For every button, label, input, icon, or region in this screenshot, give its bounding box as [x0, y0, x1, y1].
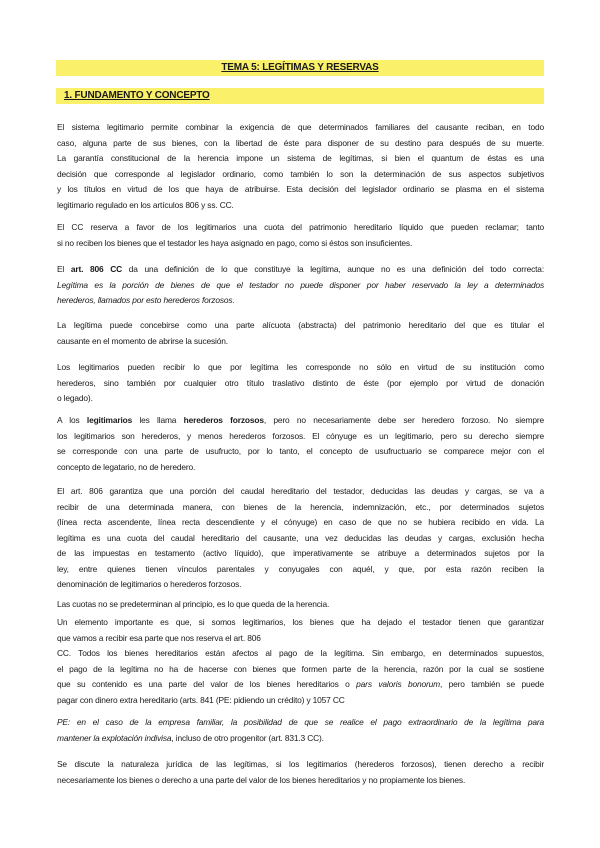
text-line: (línea recta ascendente, línea recta descendiente y el cónyuge) en caso de que no se hubiera recibido en vida. La: [57, 517, 544, 527]
section-highlight: [56, 88, 544, 104]
text-line: recibir de una determinada manera, con bienes de la herencia, indemnización, etc., por determinados sujetos: [57, 501, 544, 512]
text-line: caso, alguna parte de sus bienes, con la libertad de éste para disponer de su destino para después de su muerte.: [57, 137, 544, 148]
text-line: Las cuotas no se predeterminan al principio, es lo que queda de la herencia.: [57, 599, 330, 609]
text-line: denominación de legitimarios o herederos forzosos.: [57, 579, 242, 589]
text-line: los legitimarios son herederos, y menos herederos forzosos. El cónyuge es un legitimario, pero su derecho siempre: [57, 430, 544, 441]
text-line: pagar con dinero extra hereditario (arts. 841 (PE: pidiendo un crédito) y 1057 CC: [57, 694, 345, 705]
text-line: que su contenido es una parte del valor de los bienes hereditarios o pars valoris bonorum, pero también se puede: [57, 679, 544, 689]
text-line: La garantía constitucional de la herencia impone un sistema de legítimas, si bien el quantum de éstas es una: [57, 153, 544, 163]
text-line: El sistema legitimario permite combinar la exigencia de que determinados familiares del causante reciban, en todo: [57, 122, 544, 132]
text-line: legítima es una cuota del caudal hereditario del causante, una vez deducidas las deudas y cargas, exclusión hecha: [57, 532, 544, 543]
section-heading: 1. FUNDAMENTO Y CONCEPTO: [64, 90, 210, 101]
text-line: El art. 806 CC da una definición de lo que constituye la legítima, aunque no es una definición del todo correcta:: [57, 264, 544, 274]
paragraph-2: [57, 220, 544, 251]
text-line: legitimario regulado en los artículos 806 y ss. CC.: [57, 199, 234, 210]
paragraph-11: [57, 757, 544, 788]
paragraph-10: [57, 715, 544, 746]
text-line: causante en el momento de abrirse la sucesión.: [57, 335, 228, 346]
paragraph-3: [57, 262, 544, 309]
text-line: necesariamente los bienes o derecho a una parte del valor de los bienes hereditarios y no propiamente los bienes.: [57, 774, 466, 785]
text-line: CC. Todos los bienes hereditarios están afectos al pago de la legítima. Sin embargo, en determinados supuestos,: [57, 648, 544, 658]
paragraph-6: [57, 413, 544, 475]
text-line: de las impuestas en testamento (activo líquido), que imperativamente se atribuye a determinados sujetos por la: [57, 548, 544, 558]
definition-line: herederos, llamados por esto herederos forzosos.: [57, 295, 235, 305]
text-line: El art. 806 garantiza que una porción del caudal hereditario del testador, deducidas las deudas y cargas, se va a: [57, 486, 544, 496]
definition-line: Legítima es la porción de bienes de que el testador no puede disponer por haber reservado la ley a determinados: [57, 279, 544, 290]
text-line: La legítima puede concebirse como una parte alícuota (abstracta) del patrimonio hereditario del que es titular el: [57, 320, 544, 330]
text-line: El CC reserva a favor de los legitimarios una cuota del patrimonio hereditario líquido que pueden reclamar; tanto: [57, 222, 544, 232]
text-line: Se discute la naturaleza jurídica de las legítimas, si los legitimarios (herederos forzosos), tienen derecho a recibir: [57, 759, 544, 769]
text-line: y los títulos en virtud de los que haya de atribuirse. Esta decisión del legislador ordinario se plasma en el sistema: [57, 184, 544, 194]
text-line: A los legitimarios les llama herederos forzosos, pero no necesariamente debe ser heredero forzoso. No siempre: [57, 415, 544, 425]
paragraph-1: [57, 120, 544, 213]
text-line: mantener la explotación indivisa, incluso de otro progenitor (art. 831.3 CC).: [57, 732, 324, 743]
text-line: Un elemento importante es que, si somos legitimarios, los bienes que ha dejado el testador tienen que garantizar: [57, 617, 544, 627]
text-line: el pago de la legítima no ha de hacerse con bienes que formen parte de la herencia, razón por la cual se sostiene: [57, 663, 544, 674]
paragraph-7: [57, 484, 544, 593]
title-highlight: [56, 60, 544, 76]
paragraph-9: [57, 615, 544, 708]
paragraph-4: [57, 318, 544, 349]
text-line: o legado).: [57, 393, 93, 403]
text-line: ley, entre quienes tienen vínculos parentales y conyugales con aquél, y que, por esta razón reciben la: [57, 563, 544, 574]
text-line: PE: en el caso de la empresa familiar, la posibilidad de que se realice el pago extraordinario de la legítima para: [57, 717, 544, 727]
paragraph-8: [57, 597, 544, 613]
text-line: decisión que corresponde al legislador ordinario, como también lo son la determinación de sus aspectos subjetivos: [57, 168, 544, 179]
paragraph-5: [57, 360, 544, 407]
article-reference: art. 806 CC: [70, 264, 123, 274]
text-line: si no reciben los bienes que el testador les haya asignado en pago, como si éstos son insuficientes.: [57, 237, 413, 248]
text-line: herederos, sino también por cualquier otro título traslativo distinto de éste (por ejemplo por virtud de donación: [57, 377, 544, 388]
text-line: se corresponde con una parte de usufructo, por lo tanto, el concepto de usufructuario se comparece mejor con el: [57, 446, 544, 456]
document-title: TEMA 5: LEGÍTIMAS Y RESERVAS: [221, 62, 379, 73]
text-line: concepto de legatario, no de heredero.: [57, 461, 196, 472]
text-line: que vamos a recibir esa parte que nos reserva el art. 806: [57, 632, 261, 643]
text-line: Los legitimarios pueden recibir lo que por legítima les corresponde no sólo en virtud de su institución como: [57, 362, 544, 372]
